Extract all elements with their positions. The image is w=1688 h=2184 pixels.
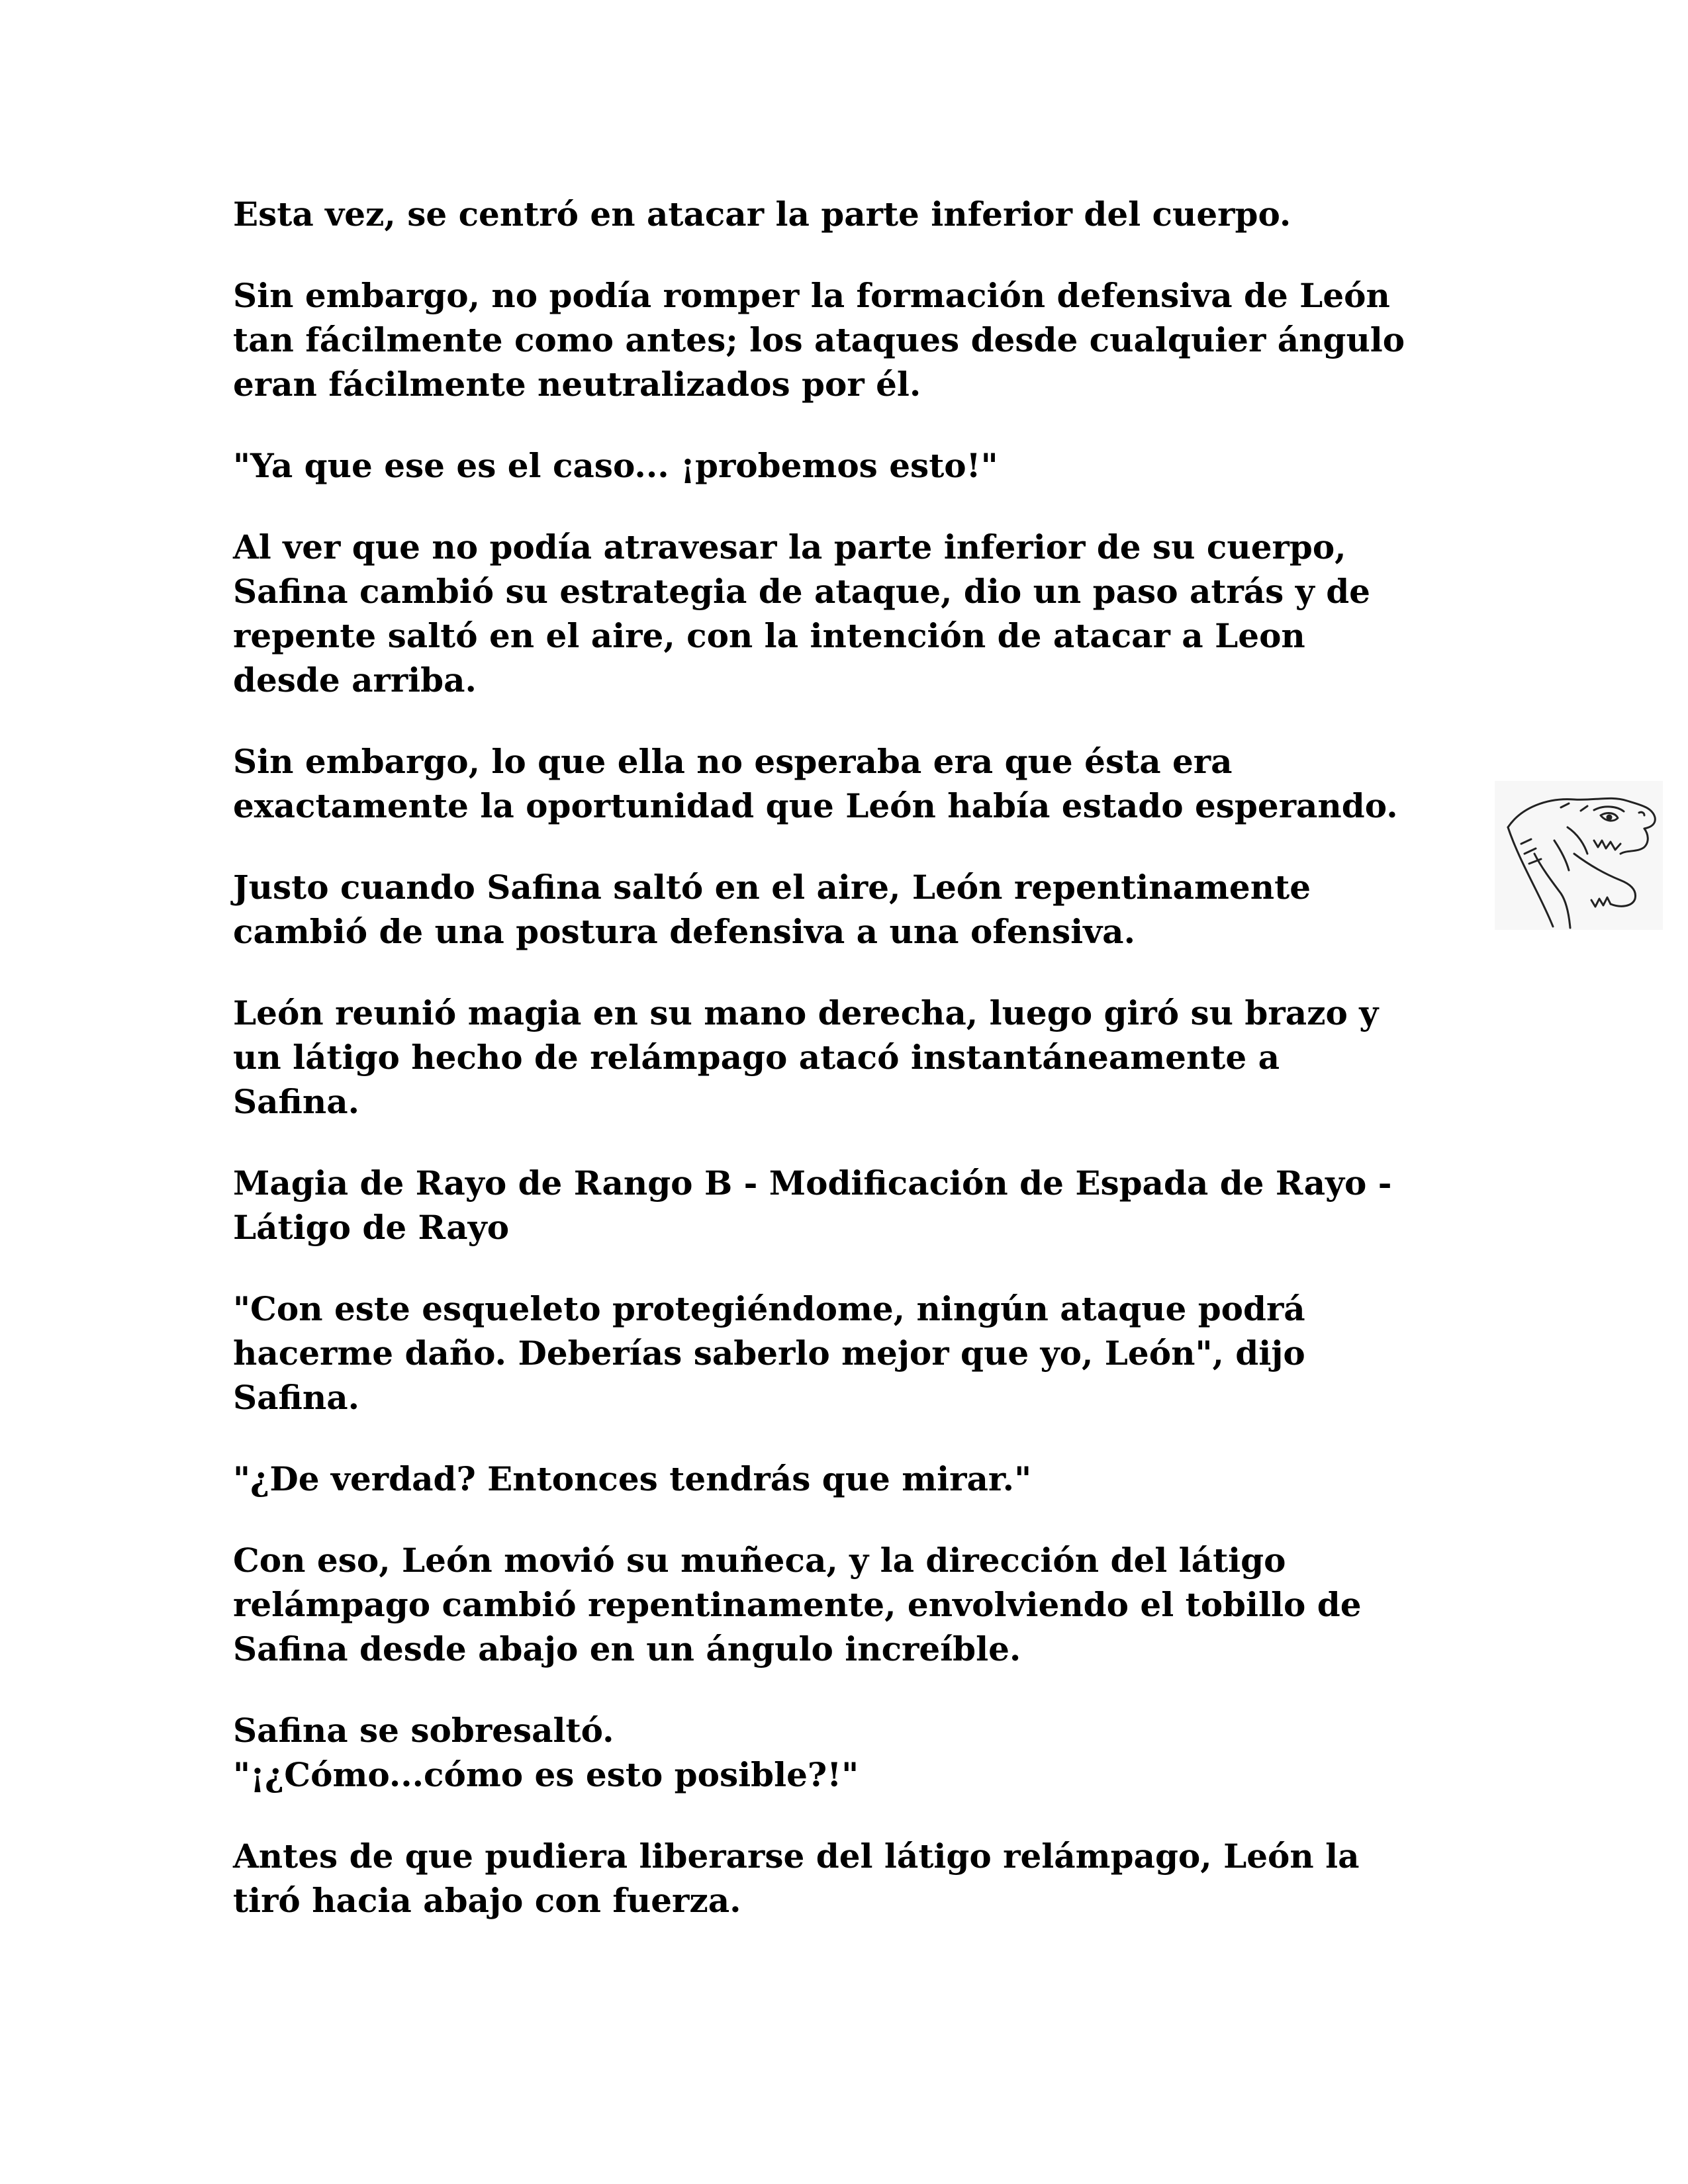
paragraph bbox=[233, 1834, 1458, 1923]
text-line: cambió de una postura defensiva a una ofensiva. bbox=[233, 912, 1135, 951]
paragraph bbox=[233, 273, 1458, 406]
text-line: tiró hacia abajo con fuerza. bbox=[233, 1881, 741, 1920]
text-line: Látigo de Rayo bbox=[233, 1208, 510, 1247]
text-line: exactamente la oportunidad que León había estado esperando. bbox=[233, 786, 1398, 825]
text-line: un látigo hecho de relámpago atacó instantáneamente a bbox=[233, 1038, 1280, 1077]
paragraph bbox=[233, 991, 1458, 1124]
paragraph bbox=[233, 1457, 1458, 1501]
paragraph bbox=[233, 525, 1458, 702]
text-line: Antes de que pudiera liberarse del látigo relámpago, León la bbox=[233, 1837, 1360, 1876]
text-line: relámpago cambió repentinamente, envolviendo el tobillo de bbox=[233, 1585, 1362, 1624]
text-line: desde arriba. bbox=[233, 660, 477, 700]
text-line: Sin embargo, no podía romper la formación defensiva de León bbox=[233, 276, 1390, 315]
text-line: Magia de Rayo de Rango B - Modificación de Espada de Rayo - bbox=[233, 1163, 1392, 1203]
text-line: Con eso, León movió su muñeca, y la dirección del látigo bbox=[233, 1541, 1286, 1580]
text-line: "Con este esqueleto protegiéndome, ningún ataque podrá bbox=[233, 1289, 1305, 1328]
text-line: Safina cambió su estrategia de ataque, dio un paso atrás y de bbox=[233, 572, 1370, 611]
text-line: "¡¿Cómo...cómo es esto posible?!" bbox=[233, 1755, 859, 1794]
paragraph bbox=[233, 1161, 1458, 1250]
paragraph bbox=[233, 739, 1458, 828]
paragraph bbox=[233, 1287, 1458, 1420]
paragraph bbox=[233, 865, 1458, 954]
paragraph bbox=[233, 1708, 1458, 1797]
text-line: Sin embargo, lo que ella no esperaba era que ésta era bbox=[233, 742, 1233, 781]
text-line: "¿De verdad? Entonces tendrás que mirar." bbox=[233, 1459, 1032, 1498]
text-line: Safina. bbox=[233, 1082, 360, 1121]
text-line: hacerme daño. Deberías saberlo mejor que yo, León", dijo bbox=[233, 1334, 1305, 1373]
text-line: eran fácilmente neutralizados por él. bbox=[233, 365, 921, 404]
text-line: Esta vez, se centró en atacar la parte inferior del cuerpo. bbox=[233, 195, 1291, 234]
story-text bbox=[233, 192, 1458, 1960]
text-line: repente saltó en el aire, con la intención de atacar a Leon bbox=[233, 616, 1305, 655]
text-line: Al ver que no podía atravesar la parte inferior de su cuerpo, bbox=[233, 527, 1346, 567]
text-line: Safina. bbox=[233, 1378, 360, 1417]
text-line: León reunió magia en su mano derecha, luego giró su brazo y bbox=[233, 993, 1379, 1032]
text-line: "Ya que ese es el caso... ¡probemos esto!" bbox=[233, 446, 998, 485]
paragraph bbox=[233, 192, 1458, 236]
paragraph bbox=[233, 443, 1458, 488]
text-line: tan fácilmente como antes; los ataques desde cualquier ángulo bbox=[233, 320, 1405, 359]
text-line: Safina desde abajo en un ángulo increíble. bbox=[233, 1629, 1021, 1668]
dinosaur-head-icon bbox=[1495, 781, 1663, 930]
paragraph bbox=[233, 1538, 1458, 1671]
text-line: Safina se sobresaltó. bbox=[233, 1711, 614, 1750]
text-line: Justo cuando Safina saltó en el aire, León repentinamente bbox=[233, 868, 1311, 907]
